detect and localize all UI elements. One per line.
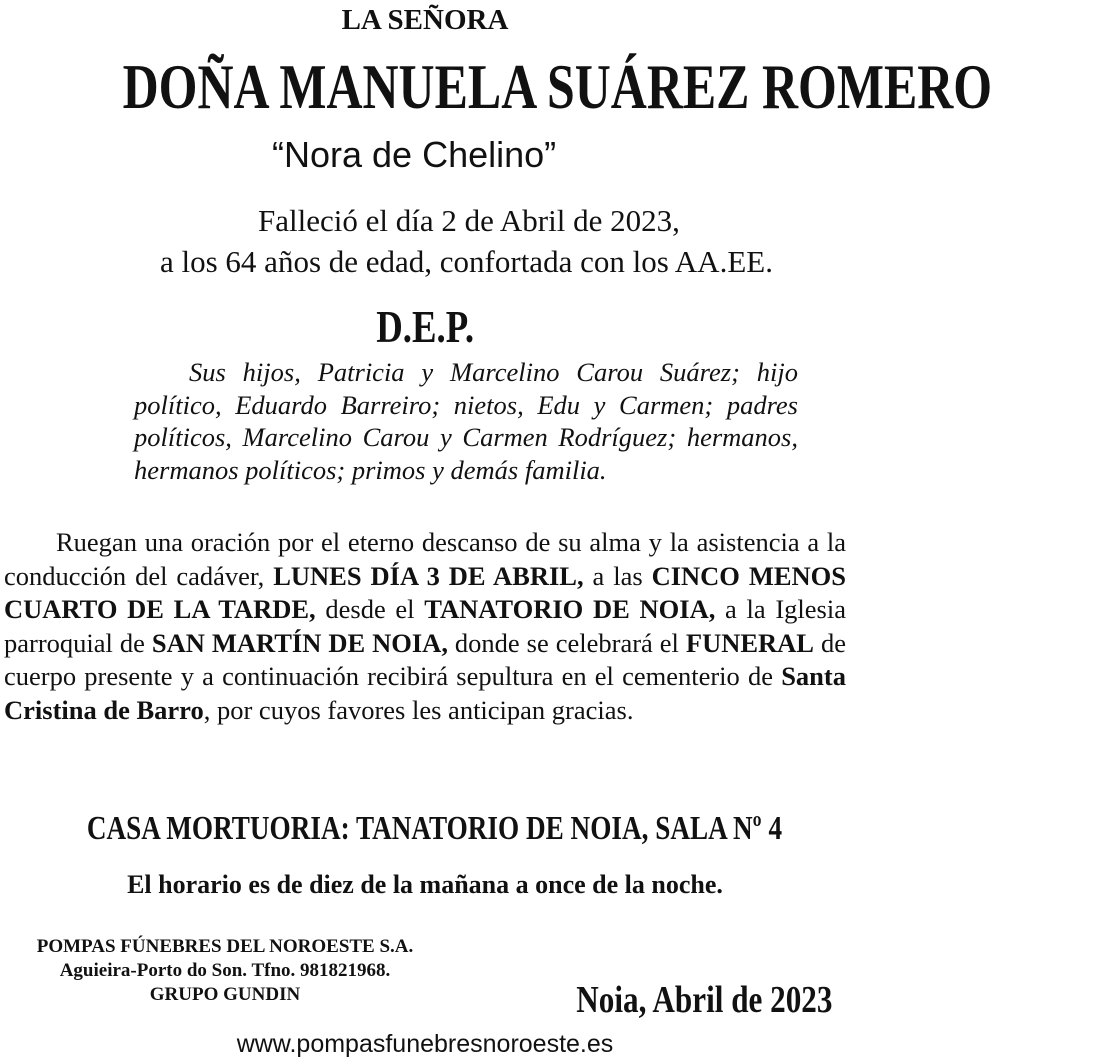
service-text-7: , por cuyos favores les anticipan gracias.	[203, 694, 634, 725]
service-text-3: desde el	[315, 594, 425, 625]
place-date	[520, 978, 832, 1022]
funeral-company	[0, 935, 450, 1007]
service-paragraph	[4, 526, 846, 728]
service-origin: TANATORIO DE NOIA,	[424, 594, 716, 625]
schedule-line: El horario es de diez de la mañana a once de la noche.	[127, 870, 723, 899]
service-text-1: Ruegan una oración por el eterno descanso de su alma y la asistencia a la conducción del cadáver,	[4, 527, 846, 591]
dep-heading	[0, 300, 850, 353]
heading-la-senora: LA SEÑORA	[341, 4, 509, 36]
service-cemetery: Santa Cristina de Barro	[4, 661, 846, 725]
service-funeral: FUNERAL	[685, 627, 814, 658]
mortuary-text: CASA MORTUORIA: TANATORIO DE NOIA, SALA Nº 4	[86, 810, 783, 847]
company-name: POMPAS FÚNEBRES DEL NOROESTE S.A.	[36, 936, 414, 957]
death-date-line: Falleció el día 2 de Abril de 2023,	[258, 203, 680, 238]
service-time: CINCO MENOS CUARTO DE LA TARDE,	[4, 560, 847, 625]
company-group: GRUPO GUNDIN	[149, 984, 301, 1005]
company-address: Aguieira-Porto do Son. Tfno. 981821968.	[59, 960, 391, 981]
dep-text: D.E.P.	[376, 301, 474, 352]
nickname: “Nora de Chelino”	[272, 134, 557, 175]
service-text-6: de cuerpo presente y a continuación recibirá sepultura en el cementerio de	[4, 627, 846, 692]
service-text-2: a las	[583, 560, 652, 591]
website-link[interactable]: www.pompasfunebresnoroeste.es	[236, 1030, 614, 1058]
deceased-name-text: DOÑA MANUELA SUÁREZ ROMERO	[122, 51, 993, 122]
service-date: LUNES DÍA 3 DE ABRIL,	[273, 560, 584, 591]
deceased-name	[0, 50, 993, 124]
family-paragraph: Sus hijos, Patricia y Marcelino Carou Suárez; hijo político, Eduardo Barreiro; nietos, Edu y Carmen; padres políticos, Marcelino Carou y Carmen Rodríguez; hermanos, hermanos políticos; primos y demás familia.	[134, 357, 798, 485]
service-church: SAN MARTÍN DE NOIA,	[151, 627, 448, 658]
service-text-4: a la Iglesia parroquial de	[4, 594, 846, 658]
place-date-text: Noia, Abril de 2023	[575, 979, 832, 1021]
service-text-5: donde se celebrará el	[447, 627, 686, 658]
mortuary-heading	[0, 810, 850, 848]
death-age-line: a los 64 años de edad, confortada con los AA.EE.	[160, 244, 773, 279]
